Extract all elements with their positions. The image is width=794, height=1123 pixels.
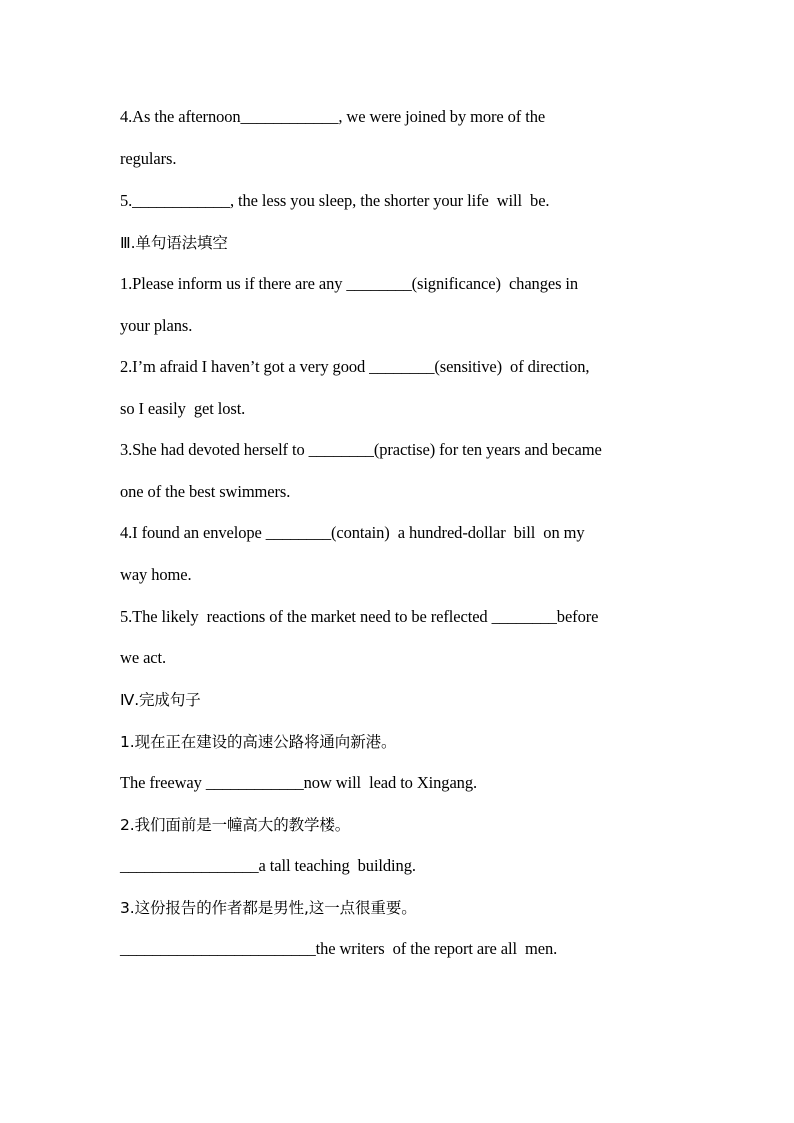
exercise-4-item-2-prompt: 2.我们面前是一幢高大的教学楼。: [120, 816, 351, 834]
exercise-4-item-2-sentence: _________________a tall teaching building.: [120, 856, 416, 875]
exercise-2-item-4-line-2: regulars.: [120, 149, 177, 168]
section-4-heading: Ⅳ.完成句子: [120, 691, 201, 709]
exercise-3-item-1-line-2: your plans.: [120, 316, 193, 335]
exercise-3-item-1-line-1: 1.Please inform us if there are any ________(significance) changes in: [120, 274, 579, 293]
exercise-3-item-5-line-1: 5.The likely reactions of the market need to be reflected ________before: [120, 607, 599, 626]
exercise-3-item-3-line-2: one of the best swimmers.: [120, 482, 291, 501]
exercise-3-item-5-line-2: we act.: [120, 648, 167, 667]
section-3-heading: Ⅲ.单句语法填空: [120, 234, 228, 252]
exercise-4-item-1-prompt: 1.现在正在建设的高速公路将通向新港。: [120, 733, 397, 751]
exercise-3-item-2-line-2: so I easily get lost.: [120, 399, 246, 418]
exercise-3-item-4-line-2: way home.: [120, 565, 192, 584]
exercise-3-item-4-line-1: 4.I found an envelope ________(contain) a hundred-dollar bill on my: [120, 523, 585, 542]
exercise-3-item-3-line-1: 3.She had devoted herself to ________(practise) for ten years and became: [120, 440, 602, 459]
exercise-2-item-4-line-1: 4.As the afternoon____________, we were joined by more of the: [120, 107, 546, 126]
exercise-3-item-2-line-1: 2.I’m afraid I haven’t got a very good ________(sensitive) of direction,: [120, 357, 590, 376]
exercise-2-item-5: 5.____________, the less you sleep, the shorter your life will be.: [120, 191, 550, 210]
exercise-4-item-3-sentence: ________________________the writers of the report are all men.: [120, 939, 558, 958]
exercise-4-item-1-sentence: The freeway ____________now will lead to Xingang.: [120, 773, 478, 792]
exercise-4-item-3-prompt: 3.这份报告的作者都是男性,这一点很重要。: [120, 899, 417, 917]
